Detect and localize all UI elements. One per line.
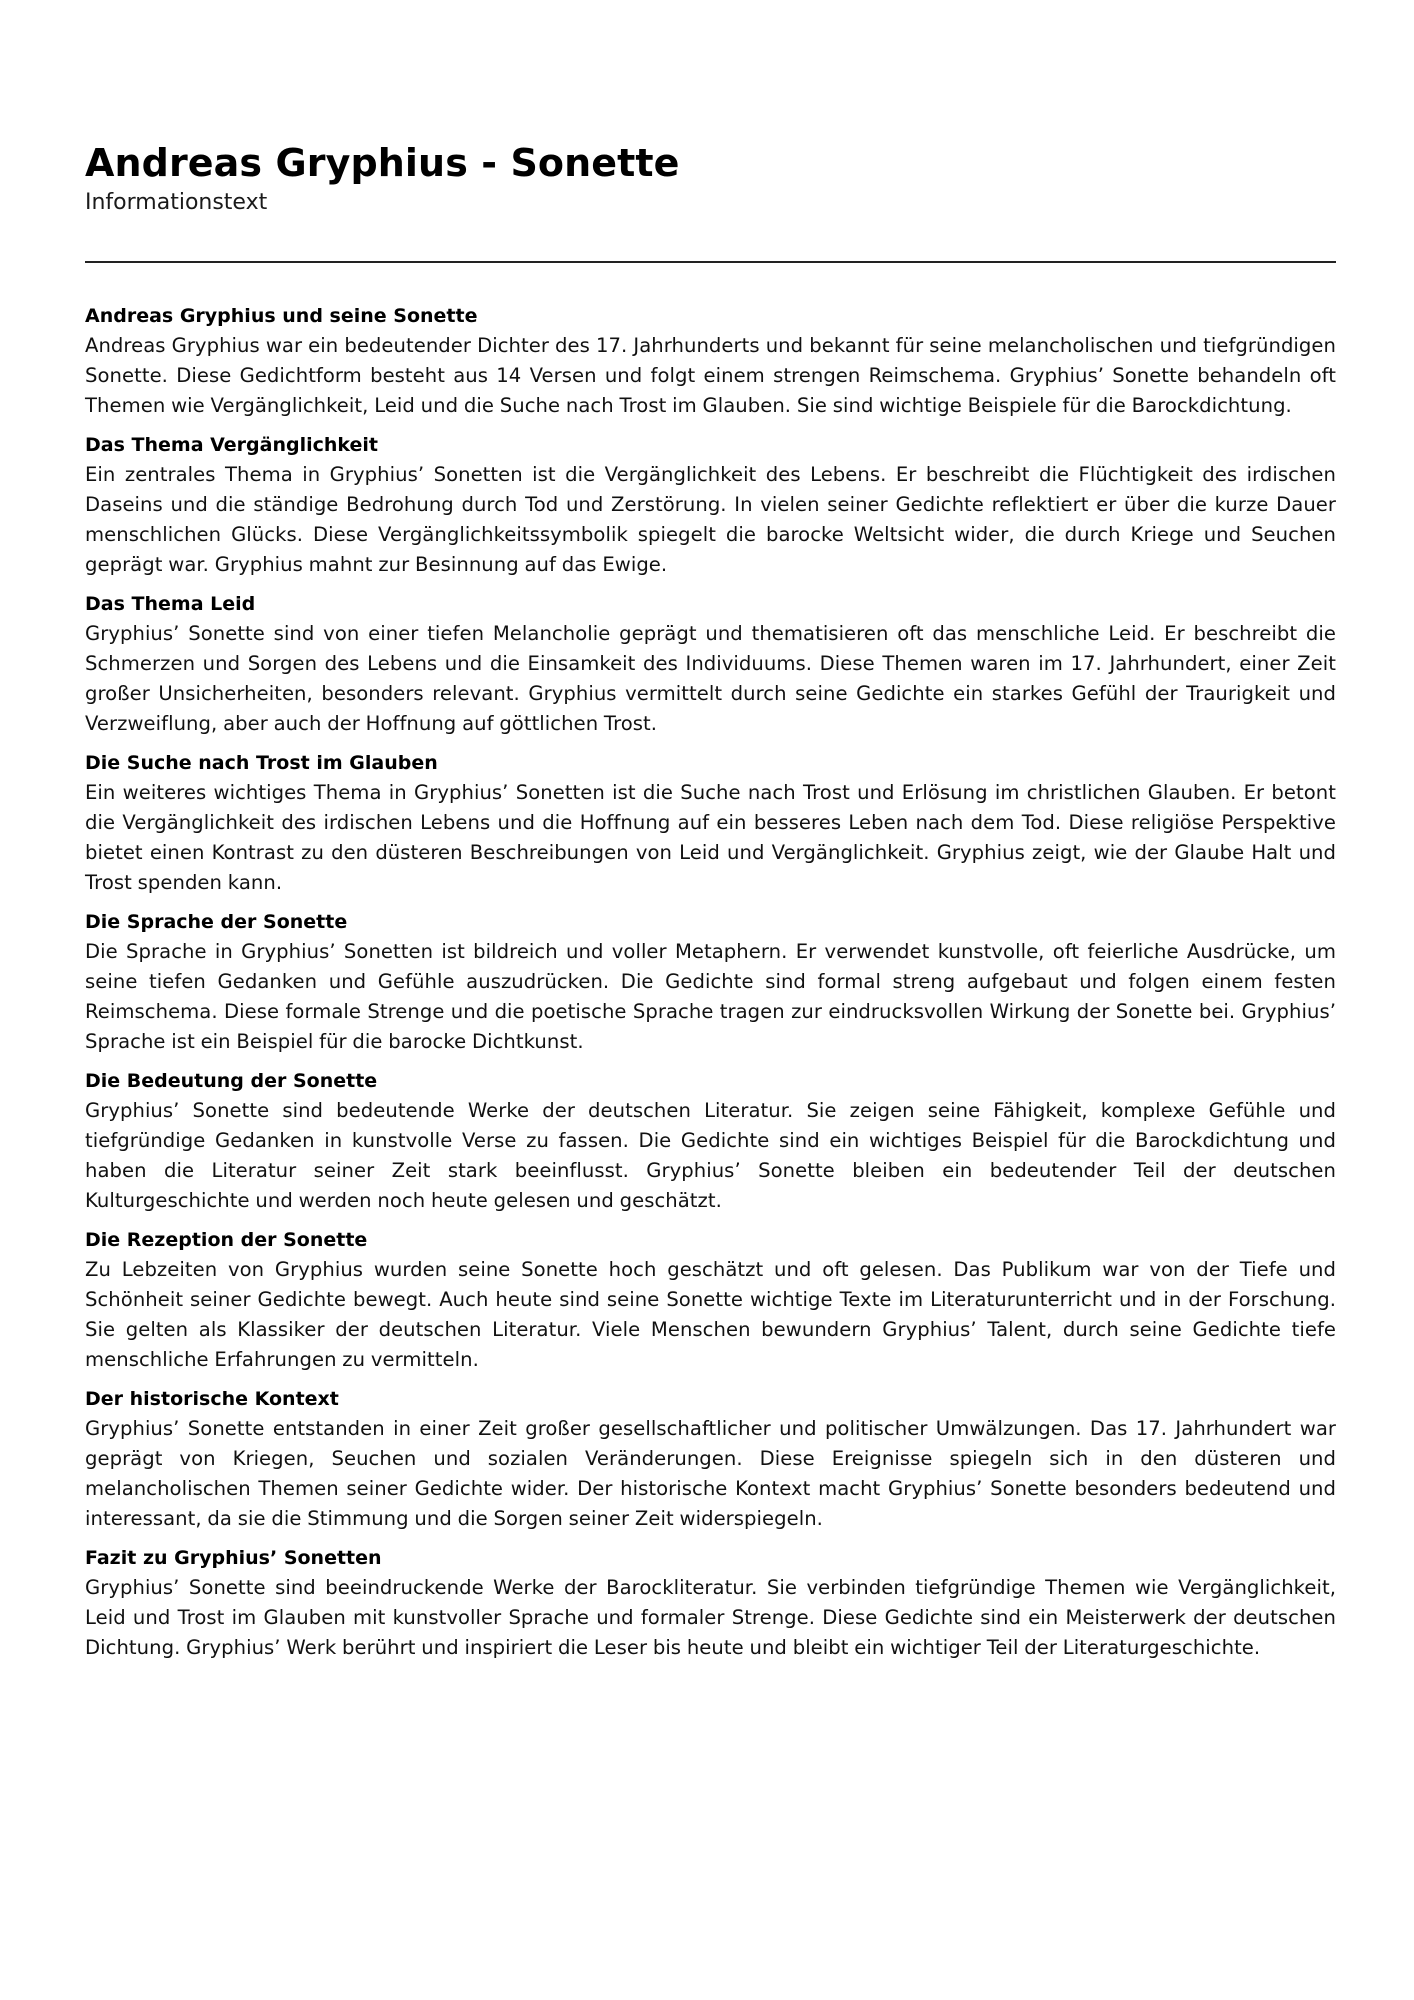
section-thema-vergaenglichkeit — [85, 431, 1336, 580]
section-heading: Das Thema Leid — [85, 593, 256, 615]
section-body: Zu Lebzeiten von Gryphius wurden seine Sonette hoch geschätzt und oft gelesen. Das Publikum war von der Tiefe und Schönheit seiner Gedichte bewegt. Auch heute sind seine Sonette wichtige Texte im Literaturunterricht und in der Forschung. Sie gelten als Klassiker der deutschen Literatur. Viele Menschen bewundern Gryphius’ Talent, durch seine Gedichte tiefe menschliche Erfahrungen zu vermitteln. — [85, 1258, 1336, 1371]
section-sprache-der-sonette — [85, 908, 1336, 1057]
section-heading: Andreas Gryphius und seine Sonette — [85, 305, 478, 327]
document-header — [85, 0, 1336, 218]
document-content — [85, 302, 1336, 1663]
section-body: Die Sprache in Gryphius’ Sonetten ist bildreich und voller Metaphern. Er verwendet kunstvolle, oft feierliche Ausdrücke, um seine tiefen Gedanken und Gefühle auszudrücken. Die Gedichte sind formal streng aufgebaut und folgen einem festen Reimschema. Diese formale Strenge und die poetische Sprache tragen zur eindrucksvollen Wirkung der Sonette bei. Gryphius’ Sprache ist ein Beispiel für die barocke Dichtkunst. — [85, 940, 1336, 1053]
document-subtitle: Informationstext — [85, 190, 268, 215]
section-heading: Der historische Kontext — [85, 1388, 339, 1410]
document-page — [85, 0, 1336, 1673]
section-trost-im-glauben — [85, 749, 1336, 898]
section-body: Ein zentrales Thema in Gryphius’ Sonetten ist die Vergänglichkeit des Lebens. Er beschreibt die Flüchtigkeit des irdischen Daseins und die ständige Bedrohung durch Tod und Zerstörung. In vielen seiner Gedichte reflektiert er über die kurze Dauer menschlichen Glücks. Diese Vergänglichkeitssymbolik spiegelt die barocke Weltsicht wider, die durch Kriege und Seuchen geprägt war. Gryphius mahnt zur Besinnung auf das Ewige. — [85, 463, 1336, 576]
section-bedeutung-der-sonette — [85, 1067, 1336, 1216]
section-body: Andreas Gryphius war ein bedeutender Dichter des 17. Jahrhunderts und bekannt für seine melancholischen und tiefgründigen Sonette. Diese Gedichtform besteht aus 14 Versen und folgt einem strengen Reimschema. Gryphius’ Sonette behandeln oft Themen wie Vergänglichkeit, Leid und die Suche nach Trost im Glauben. Sie sind wichtige Beispiele für die Barockdichtung. — [85, 334, 1336, 417]
section-body: Gryphius’ Sonette sind von einer tiefen Melancholie geprägt und thematisieren oft das menschliche Leid. Er beschreibt die Schmerzen und Sorgen des Lebens und die Einsamkeit des Individuums. Diese Themen waren im 17. Jahrhundert, einer Zeit großer Unsicherheiten, besonders relevant. Gryphius vermittelt durch seine Gedichte ein starkes Gefühl der Traurigkeit und Verzweiflung, aber auch der Hoffnung auf göttlichen Trost. — [85, 622, 1336, 735]
header-divider — [85, 261, 1336, 263]
section-body: Gryphius’ Sonette sind beeindruckende Werke der Barockliteratur. Sie verbinden tiefgründige Themen wie Vergänglichkeit, Leid und Trost im Glauben mit kunstvoller Sprache und formaler Strenge. Diese Gedichte sind ein Meisterwerk der deutschen Dichtung. Gryphius’ Werk berührt und inspiriert die Leser bis heute und bleibt ein wichtiger Teil der Literaturgeschichte. — [85, 1576, 1336, 1659]
section-fazit — [85, 1544, 1336, 1663]
section-body: Gryphius’ Sonette sind bedeutende Werke der deutschen Literatur. Sie zeigen seine Fähigkeit, komplexe Gefühle und tiefgründige Gedanken in kunstvolle Verse zu fassen. Die Gedichte sind ein wichtiges Beispiel für die Barockdichtung und haben die Literatur seiner Zeit stark beeinflusst. Gryphius’ Sonette bleiben ein bedeutender Teil der deutschen Kulturgeschichte und werden noch heute gelesen und geschätzt. — [85, 1099, 1336, 1212]
section-rezeption-der-sonette — [85, 1226, 1336, 1375]
section-thema-leid — [85, 590, 1336, 739]
section-body: Gryphius’ Sonette entstanden in einer Zeit großer gesellschaftlicher und politischer Umwälzungen. Das 17. Jahrhundert war geprägt von Kriegen, Seuchen und sozialen Veränderungen. Diese Ereignisse spiegeln sich in den düsteren und melancholischen Themen seiner Gedichte wider. Der historische Kontext macht Gryphius’ Sonette besonders bedeutend und interessant, da sie die Stimmung und die Sorgen seiner Zeit widerspiegeln. — [85, 1417, 1336, 1530]
section-heading: Fazit zu Gryphius’ Sonetten — [85, 1547, 382, 1569]
section-heading: Die Bedeutung der Sonette — [85, 1070, 378, 1092]
section-heading: Die Rezeption der Sonette — [85, 1229, 368, 1251]
section-historischer-kontext — [85, 1385, 1336, 1534]
document-title: Andreas Gryphius - Sonette — [85, 141, 680, 185]
section-body: Ein weiteres wichtiges Thema in Gryphius’ Sonetten ist die Suche nach Trost und Erlösung im christlichen Glauben. Er betont die Vergänglichkeit des irdischen Lebens und die Hoffnung auf ein besseres Leben nach dem Tod. Diese religiöse Perspektive bietet einen Kontrast zu den düsteren Beschreibungen von Leid und Vergänglichkeit. Gryphius zeigt, wie der Glaube Halt und Trost spenden kann. — [85, 781, 1336, 894]
section-heading: Die Sprache der Sonette — [85, 911, 348, 933]
section-heading: Die Suche nach Trost im Glauben — [85, 752, 438, 774]
section-heading: Das Thema Vergänglichkeit — [85, 434, 379, 456]
section-gryphius-und-sonette — [85, 302, 1336, 421]
